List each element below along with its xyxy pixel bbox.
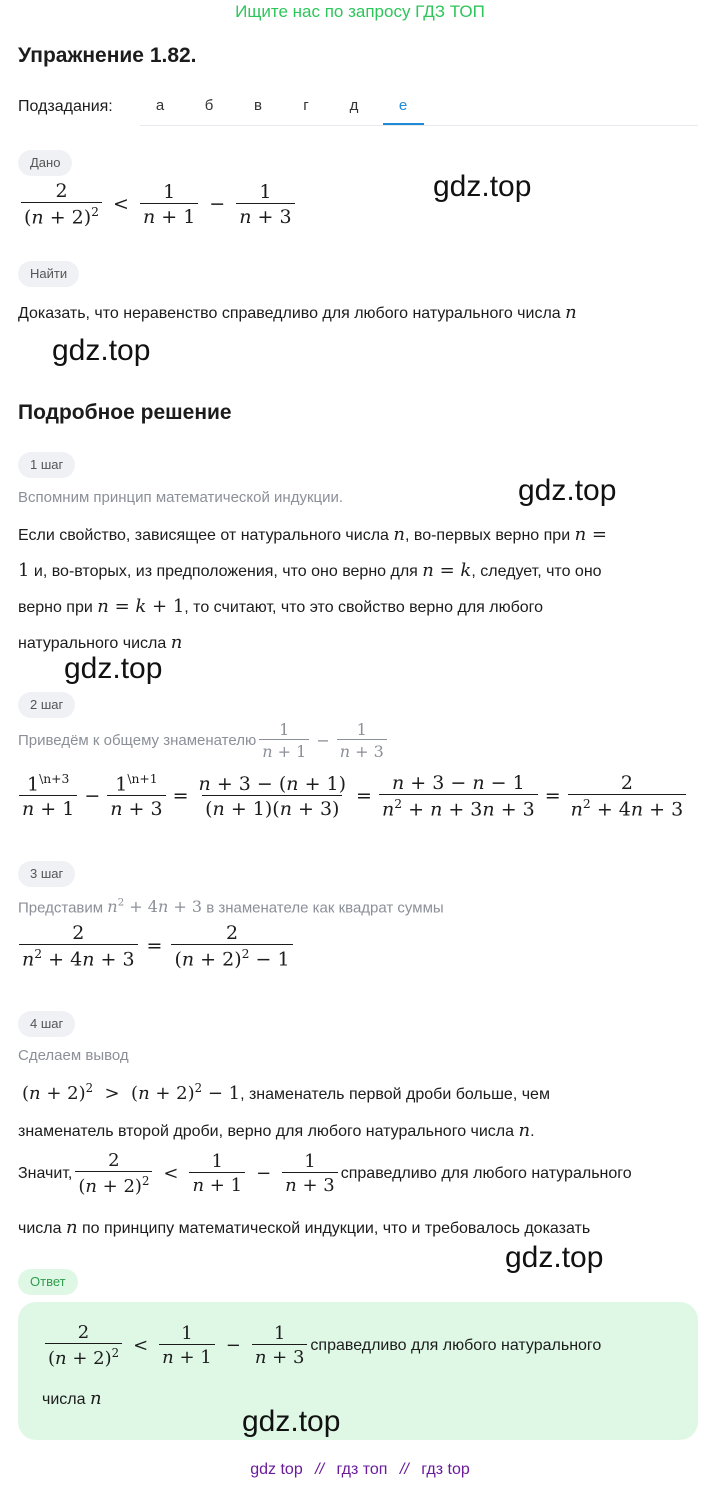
step-1-line-2: 1 и, во-вторых, из предположения, что оно верно для n = k, следует, что оно [18,560,602,581]
step-4-line-1: $(n + 2)^2 > (n + 2)^2 - 1$, знаменатель первой дроби больше, чем [22,1081,550,1104]
step-1-line-3: верно при n = k + 1, то считают, что это свойство верно для любого [18,596,544,617]
answer-line-2: числа n [42,1388,102,1409]
subtask-tab-a[interactable]: а [155,97,165,114]
answer-pill: Ответ [18,1269,78,1295]
footer-link[interactable]: гдз top [421,1461,470,1478]
watermark: gdz.top [242,1405,341,1438]
tabs-divider [140,125,698,126]
step-1-pill: 1 шаг [18,452,75,478]
subtask-tab-b[interactable]: б [204,97,214,114]
step-1-line-4: натурального числа n [18,632,183,653]
step-2-note: Приведём к общему знаменателю $\frac{1}{n + 1}$ − $\frac{1}{n + 3}$ [18,720,390,761]
active-tab-underline [383,123,424,125]
search-banner: Ищите нас по запросу ГДЗ ТОП [235,2,485,21]
step-3-equation: $\frac{2}{n^2 + 4n + 3}$ = $\frac{2}{(n + 2)^2 - 1}$ [16,922,296,970]
step-4-line-2: знаменатель второй дроби, верно для любого натурального числа n. [18,1120,535,1141]
step-3-note: Представим $n^2 + 4n + 3$ в знаменателе как квадрат суммы [18,897,444,917]
find-pill: Найти [18,261,79,287]
footer-link[interactable]: gdz top [250,1461,303,1478]
footer-link[interactable]: гдз топ [336,1461,388,1478]
answer-line-1: $\frac{2}{(n + 2)^2}$ < $\frac{1}{n + 1}$ − $\frac{1}{n + 3}$ справедливо для любого натурального [42,1322,601,1369]
subtask-tab-v[interactable]: в [254,97,262,114]
subtask-tab-d[interactable]: д [349,97,359,114]
step-2-equation: $\frac{1^{\backslash n+3}}{n + 1}$ − $\frac{1^{\backslash n+1}}{n + 3}$ = $\frac{n + 3 - (n + 1)}{(n + 1)(n + 3)}$ = $\frac{n + 3 - n - 1}{n^2 + n + 3n + 3}$ = $\frac{2}{n^2 + 4n + 3}$ [16,772,689,820]
watermark: gdz.top [518,474,617,507]
subtask-tab-e-active[interactable]: е [398,97,408,114]
watermark: gdz.top [52,334,151,367]
step-4-line-3: Значит, $\frac{2}{(n + 2)^2}$ < $\frac{1}{n + 1}$ − $\frac{1}{n + 3}$ справедливо для любого натурального [18,1150,632,1197]
step-1-line-1: Если свойство, зависящее от натурального числа n, во-первых верно при n = [18,524,607,545]
footer-separator: // [315,1461,325,1478]
subtask-tab-g[interactable]: г [303,97,309,114]
step-4-line-4: числа n по принципу математической индукции, что и требовалось доказать [18,1217,591,1238]
step-1-note: Вспомним принцип математической индукции. [18,489,344,506]
watermark: gdz.top [505,1241,604,1274]
exercise-title: Упражнение 1.82. [18,44,197,67]
find-text: Доказать, что неравенство справедливо для любого натурального числа n [18,302,577,323]
solution-heading: Подробное решение [18,401,232,424]
step-3-pill: 3 шаг [18,861,75,887]
step-4-pill: 4 шаг [18,1011,75,1037]
given-inequality: $\frac{2}{(n + 2)^2}$ < $\frac{1}{n + 1}$ − $\frac{1}{n + 3}$ [18,180,298,228]
given-pill: Дано [18,150,72,176]
subtasks-label: Подзадания: [18,98,113,115]
footer-separator: // [399,1461,409,1478]
watermark: gdz.top [433,170,532,203]
footer-links [0,1461,720,1479]
watermark: gdz.top [64,652,163,685]
step-2-pill: 2 шаг [18,692,75,718]
step-4-note: Сделаем вывод [18,1047,129,1064]
